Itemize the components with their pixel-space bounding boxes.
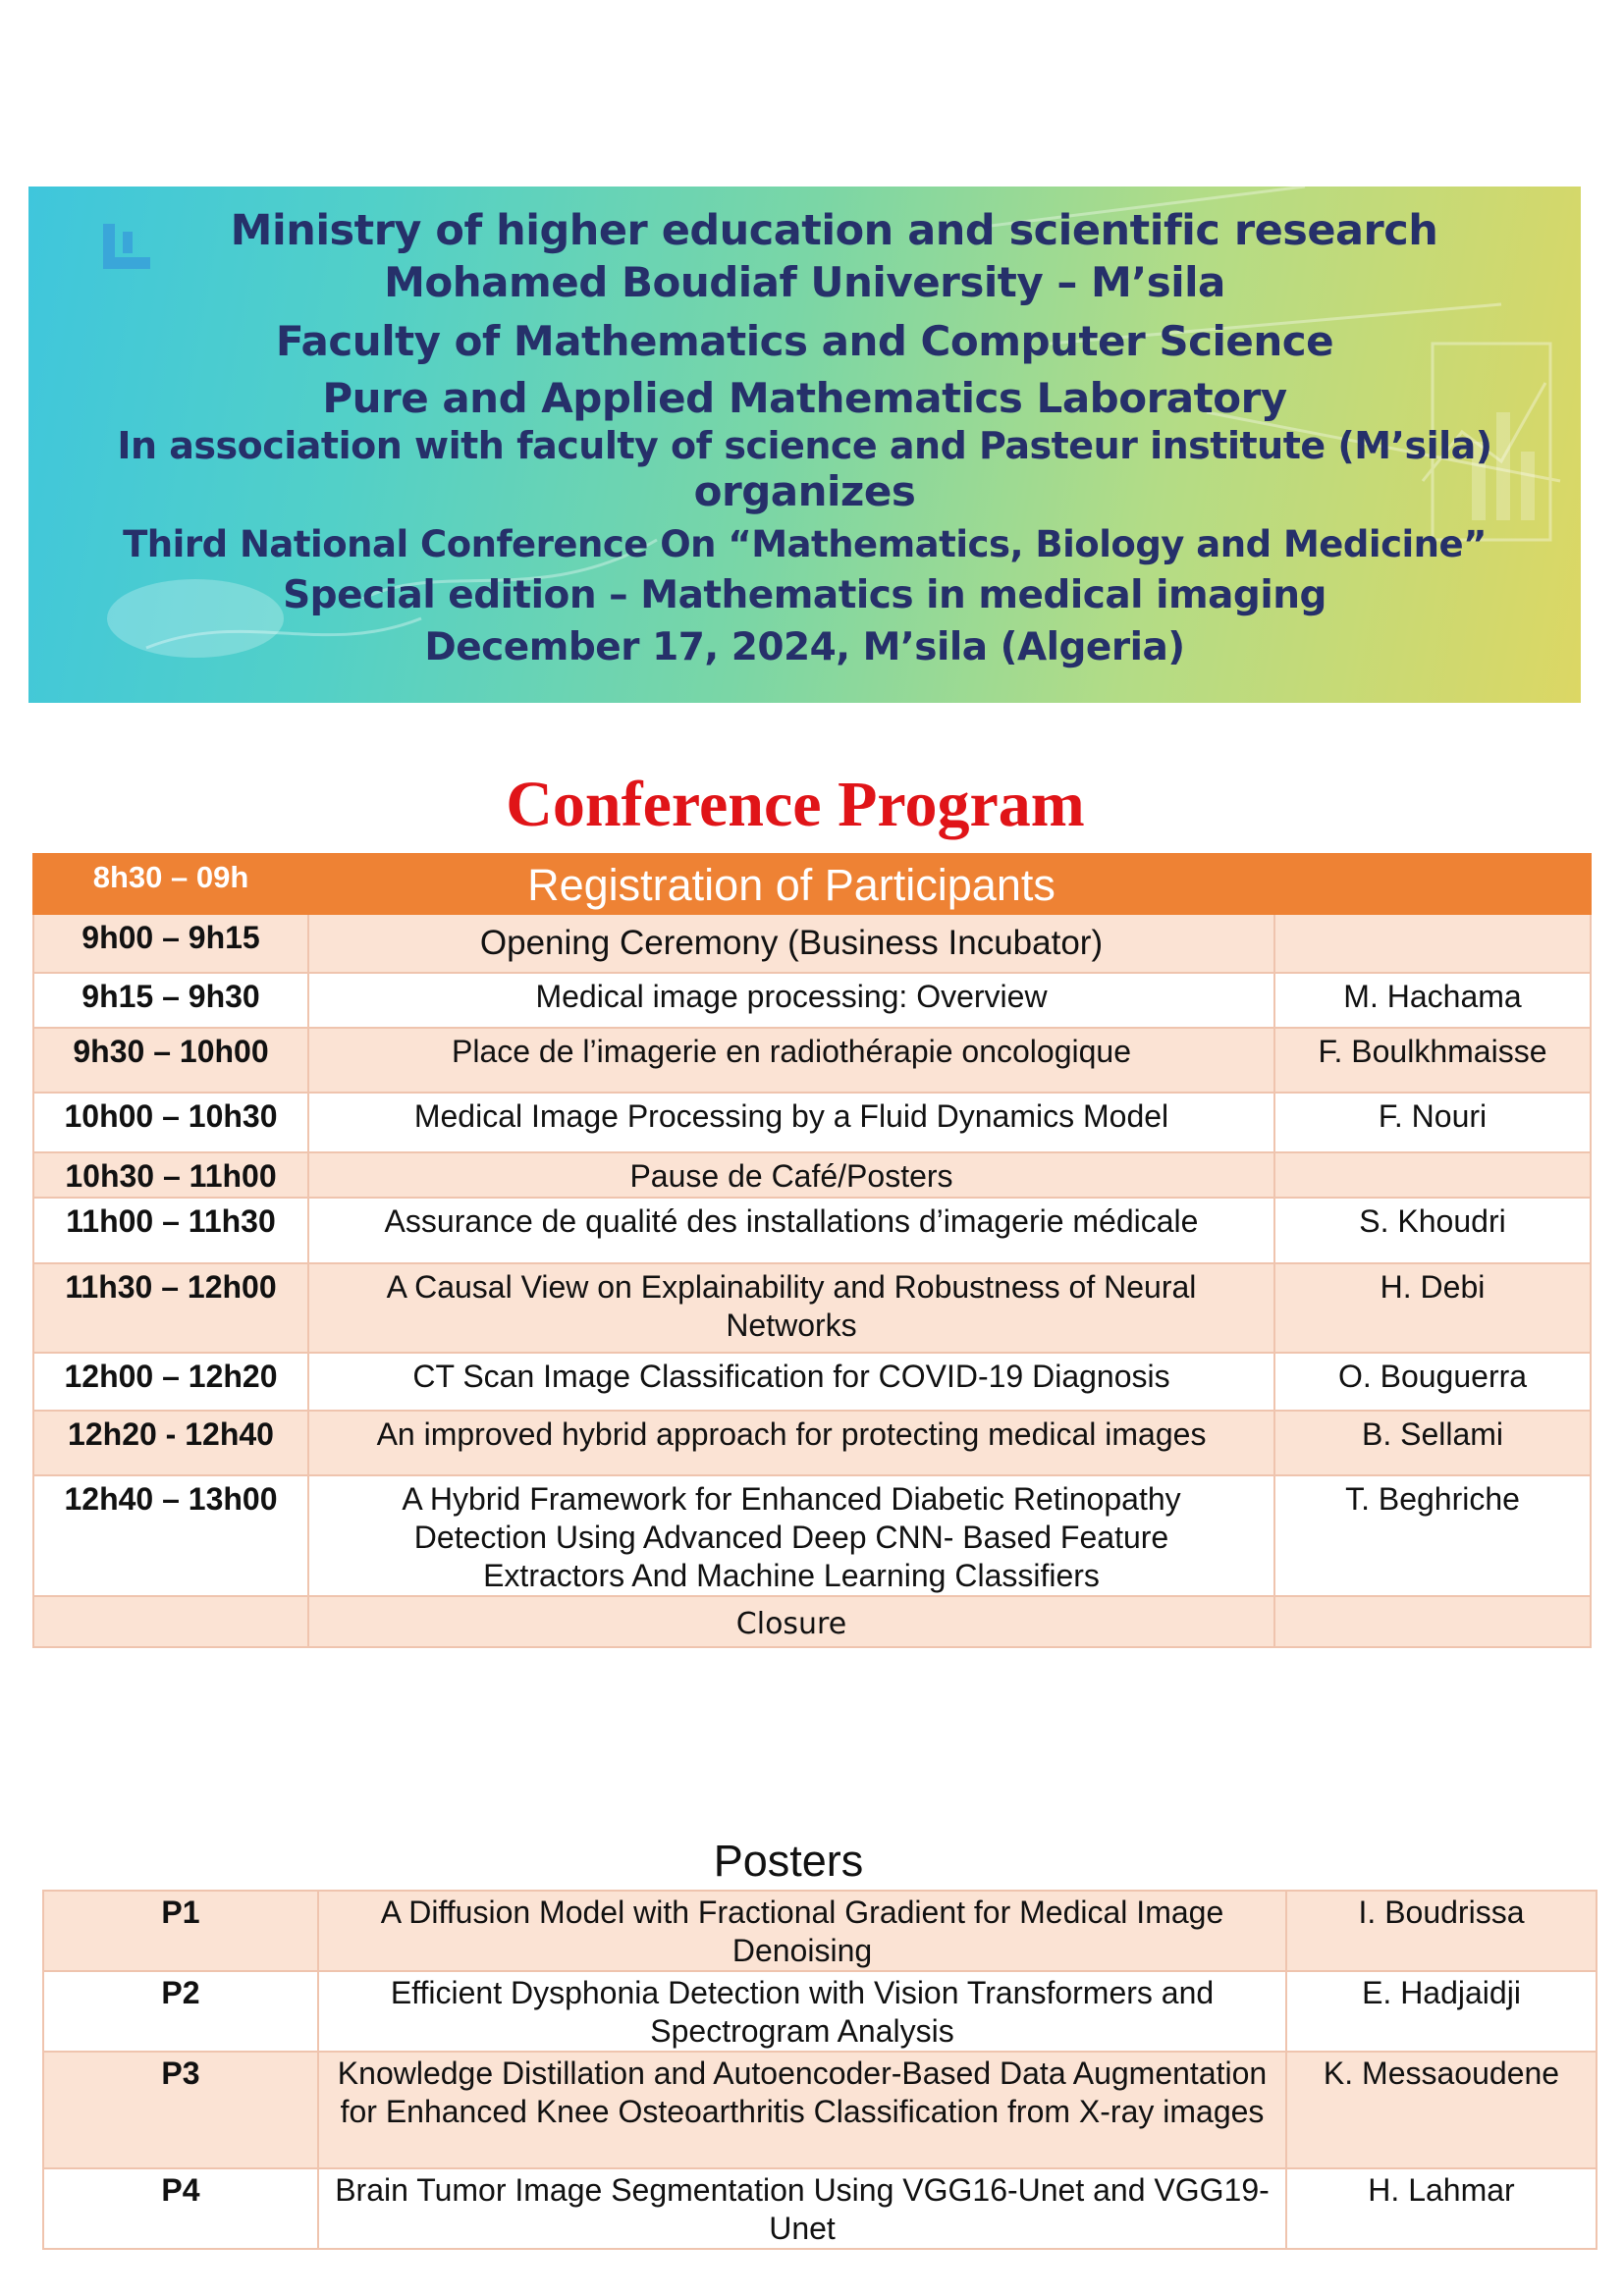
table-row [33,914,1591,973]
time-cell: 9h15 – 9h30 [33,973,308,1028]
talk-cell: Pause de Café/Posters [308,1152,1274,1198]
poster-id-cell: P2 [43,1971,318,2052]
table-row [43,1891,1597,1971]
speaker-cell [1274,854,1591,914]
table-row [33,1198,1591,1263]
time-cell: 12h40 – 13h00 [33,1475,308,1596]
table-row [33,1263,1591,1353]
program-title: Conference Program [506,769,1085,840]
poster-title-cell: Brain Tumor Image Segmentation Using VGG16-Unet and VGG19-Unet [318,2168,1286,2249]
time-cell: 9h00 – 9h15 [33,914,308,973]
posters-table [42,1890,1597,2250]
poster-id-cell: P1 [43,1891,318,1971]
table-row [33,1093,1591,1152]
speaker-cell: T. Beghriche [1274,1475,1591,1596]
table-row [33,1028,1591,1093]
speaker-cell: F. Boulkhmaisse [1274,1028,1591,1093]
speaker-cell: S. Khoudri [1274,1198,1591,1263]
talk-cell: An improved hybrid approach for protecting medical images [308,1411,1274,1475]
speaker-cell [1274,1152,1591,1198]
banner-line-ministry: Ministry of higher education and scientific research [230,206,1438,255]
table-row [33,1475,1591,1596]
talk-cell: A Causal View on Explainability and Robustness of Neural Networks [308,1263,1274,1353]
talk-cell: CT Scan Image Classification for COVID-19 Diagnosis [308,1353,1274,1411]
banner-line-laboratory: Pure and Applied Mathematics Laboratory [322,374,1287,422]
time-cell: 12h20 - 12h40 [33,1411,308,1475]
poster-title-cell: Knowledge Distillation and Autoencoder-Based Data Augmentation for Enhanced Knee Osteoarthritis Classification from X-ray images [318,2052,1286,2168]
time-cell [33,1596,308,1647]
time-cell: 11h00 – 11h30 [33,1198,308,1263]
speaker-cell: F. Nouri [1274,1093,1591,1152]
banner-line-university: Mohamed Boudiaf University – M’sila [384,258,1225,306]
banner-line-date: December 17, 2024, M’sila (Algeria) [424,625,1185,669]
poster-id-cell: P3 [43,2052,318,2168]
table-row [43,2168,1597,2249]
talk-cell: Medical image processing: Overview [308,973,1274,1028]
poster-id-cell: P4 [43,2168,318,2249]
talk-cell: Closure [308,1596,1274,1647]
talk-cell: Opening Ceremony (Business Incubator) [308,914,1274,973]
banner-line-conference: Third National Conference On “Mathematics, Biology and Medicine” [123,523,1487,565]
banner-line-edition: Special edition – Mathematics in medical imaging [283,573,1326,617]
program-header-row [33,854,1591,914]
table-row [43,2052,1597,2168]
talk-cell: Registration of Participants [308,854,1274,914]
poster-author-cell: E. Hadjaidji [1286,1971,1597,2052]
poster-author-cell: K. Messaoudene [1286,2052,1597,2168]
time-cell: 9h30 – 10h00 [33,1028,308,1093]
table-row [33,973,1591,1028]
time-cell: 12h00 – 12h20 [33,1353,308,1411]
table-row [33,1152,1591,1198]
speaker-cell: H. Debi [1274,1263,1591,1353]
table-row [33,1411,1591,1475]
time-cell: 10h30 – 11h00 [33,1152,308,1198]
time-cell: 8h30 – 09h [33,854,308,914]
poster-author-cell: I. Boudrissa [1286,1891,1597,1971]
speaker-cell: M. Hachama [1274,973,1591,1028]
banner-line-organizes: organizes [693,467,916,515]
talk-cell: Medical Image Processing by a Fluid Dynamics Model [308,1093,1274,1152]
poster-title-cell: Efficient Dysphonia Detection with Vision Transformers and Spectrogram Analysis [318,1971,1286,2052]
table-row [43,1971,1597,2052]
speaker-cell [1274,1596,1591,1647]
table-row [33,1353,1591,1411]
speaker-cell: B. Sellami [1274,1411,1591,1475]
poster-title-cell: A Diffusion Model with Fractional Gradient for Medical Image Denoising [318,1891,1286,1971]
talk-cell: Assurance de qualité des installations d’imagerie médicale [308,1198,1274,1263]
talk-cell: Place de l’imagerie en radiothérapie oncologique [308,1028,1274,1093]
banner-line-association: In association with faculty of science and Pasteur institute (M’sila) [117,424,1492,467]
banner-line-faculty: Faculty of Mathematics and Computer Science [275,317,1334,365]
program-table [32,853,1592,1648]
talk-cell: A Hybrid Framework for Enhanced Diabetic Retinopathy Detection Using Advanced Deep CNN- Based Feature Extractors And Machine Learning Classifiers [308,1475,1274,1596]
banner-text [28,206,1581,669]
speaker-cell: O. Bouguerra [1274,1353,1591,1411]
header-banner [28,187,1581,703]
posters-title: Posters [713,1836,864,1886]
poster-author-cell: H. Lahmar [1286,2168,1597,2249]
table-row [33,1596,1591,1647]
speaker-cell [1274,914,1591,973]
time-cell: 10h00 – 10h30 [33,1093,308,1152]
time-cell: 11h30 – 12h00 [33,1263,308,1353]
